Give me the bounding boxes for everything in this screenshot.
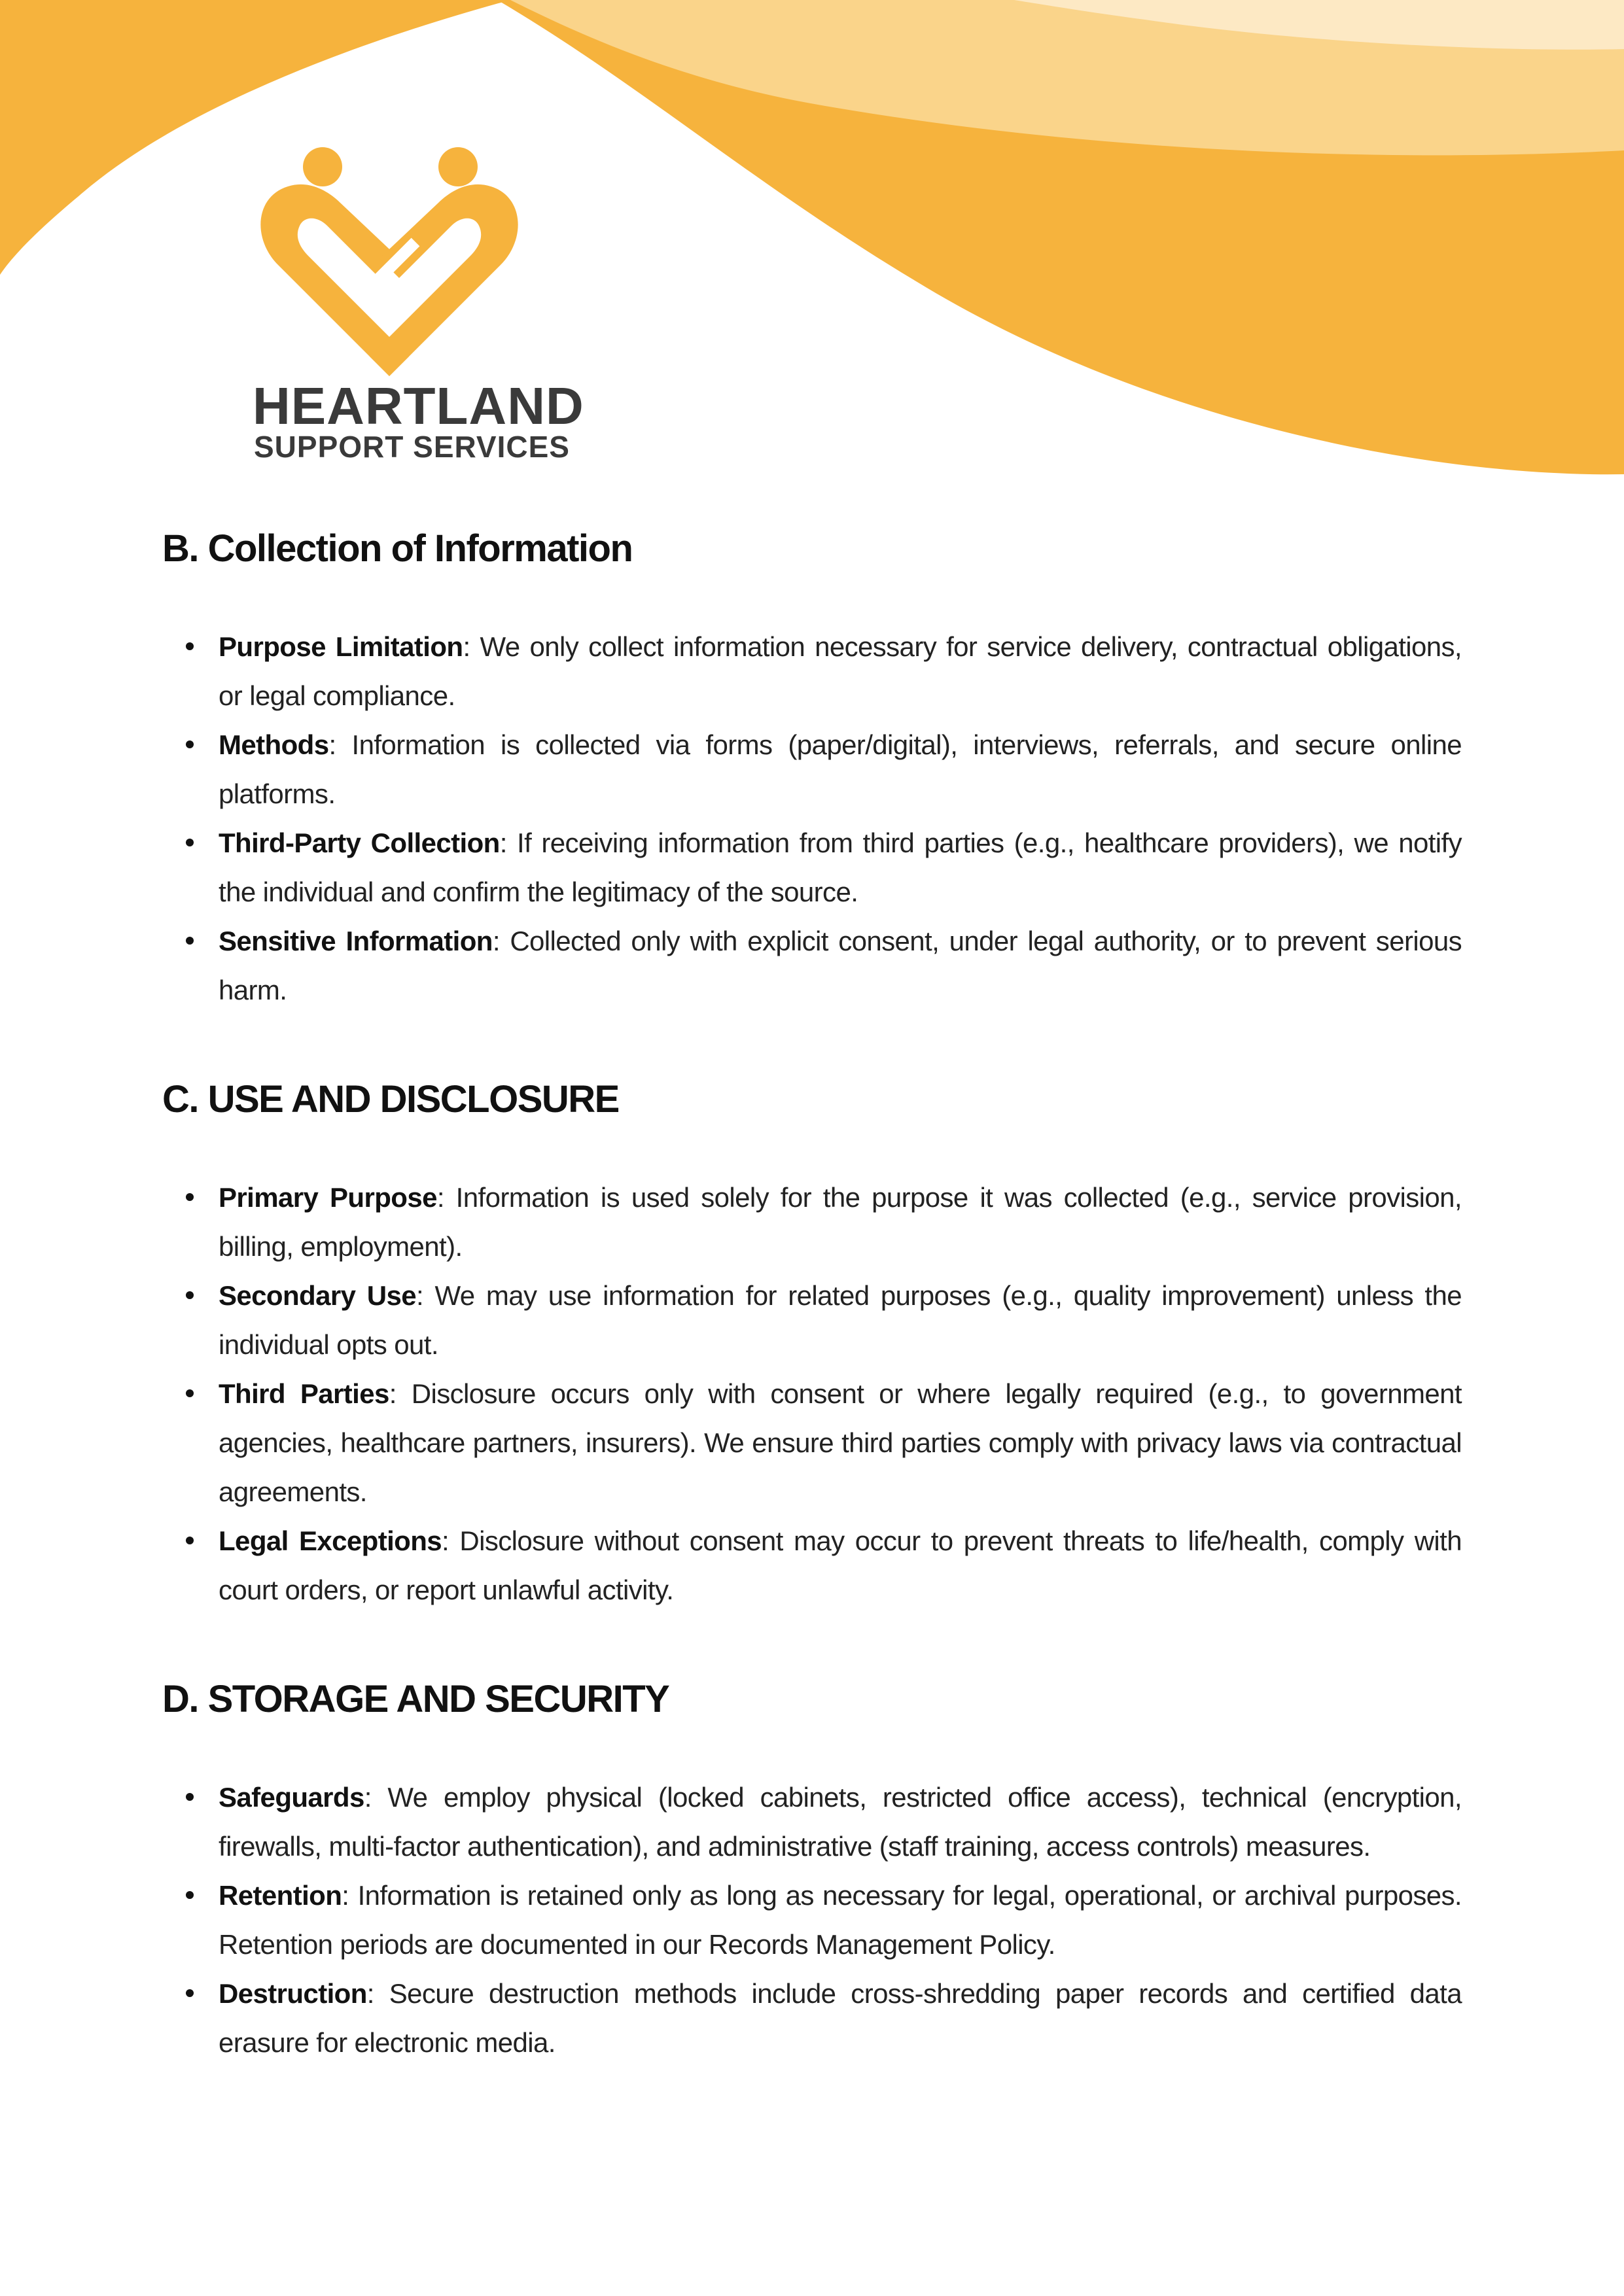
item-term: Retention (219, 1880, 342, 1911)
section-use-disclosure (162, 1071, 1462, 1614)
item-term: Methods (219, 729, 329, 760)
list-item (162, 622, 1462, 720)
section-heading: D. STORAGE AND SECURITY (162, 1678, 669, 1720)
list-item (162, 1369, 1462, 1516)
list-item (162, 1516, 1462, 1614)
section-collection (162, 520, 1462, 1015)
logo-name-line2: SUPPORT SERVICES (254, 430, 570, 464)
item-term: Secondary Use (219, 1280, 416, 1311)
item-term: Destruction (219, 1978, 367, 2009)
item-text: : We may use information for related purposes (e.g., quality improvement) unless the individual opts out. (219, 1280, 1462, 1360)
item-term: Third Parties (219, 1378, 389, 1409)
item-text: : If receiving information from third parties (e.g., healthcare providers), we notify the individual and confirm the legitimacy of the source. (219, 827, 1462, 907)
item-text: : Disclosure without consent may occur to prevent threats to life/health, comply with court orders, or report unlawful activity. (219, 1525, 1462, 1605)
item-text: : Collected only with explicit consent, under legal authority, or to prevent serious harm. (219, 926, 1462, 1005)
list-item (162, 818, 1462, 916)
bullet-list (162, 1773, 1462, 2067)
item-text: : We only collect information necessary for service delivery, contractual obligations, or legal compliance. (219, 631, 1462, 711)
list-item (162, 1871, 1462, 1969)
section-storage-security (162, 1671, 1462, 2067)
header-wave-decoration (0, 0, 1624, 497)
item-term: Third-Party Collection (219, 827, 500, 858)
list-item (162, 1773, 1462, 1871)
list-item (162, 1969, 1462, 2067)
item-text: : Information is used solely for the purpose it was collected (e.g., service provision, billing, employment). (219, 1182, 1462, 1262)
item-term: Primary Purpose (219, 1182, 437, 1213)
item-text: : Disclosure occurs only with consent or where legally required (e.g., to government agencies, healthcare partners, insurers). We ensure third parties comply with privacy laws via contractual agreements. (219, 1378, 1462, 1507)
logo-head-left (303, 147, 342, 186)
item-text: : Information is retained only as long as necessary for legal, operational, or archival purposes. Retention periods are documented in our Records Management Policy. (219, 1880, 1462, 1960)
bullet-list (162, 622, 1462, 1015)
logo-head-right (438, 147, 478, 186)
item-text: : We employ physical (locked cabinets, restricted office access), technical (encryption, firewalls, multi-factor authentication), and administrative (staff training, access controls) measures. (219, 1782, 1462, 1862)
list-item (162, 1271, 1462, 1369)
heartland-logo (249, 144, 550, 379)
section-heading: C. USE AND DISCLOSURE (162, 1078, 619, 1121)
document-body (162, 520, 1462, 2067)
logo-heart-right (370, 184, 518, 376)
item-term: Safeguards (219, 1782, 364, 1813)
section-heading: B. Collection of Information (162, 527, 633, 570)
bullet-list (162, 1173, 1462, 1614)
list-item (162, 916, 1462, 1015)
item-text: : Information is collected via forms (paper/digital), interviews, referrals, and secure online platforms. (219, 729, 1462, 809)
logo-name-line1: HEARTLAND (253, 377, 584, 435)
list-item (162, 720, 1462, 818)
item-term: Purpose Limitation (219, 631, 463, 662)
list-item (162, 1173, 1462, 1271)
item-term: Sensitive Information (219, 926, 493, 956)
item-text: : Secure destruction methods include cross-shredding paper records and certified data erasure for electronic media. (219, 1978, 1462, 2058)
item-term: Legal Exceptions (219, 1525, 442, 1556)
